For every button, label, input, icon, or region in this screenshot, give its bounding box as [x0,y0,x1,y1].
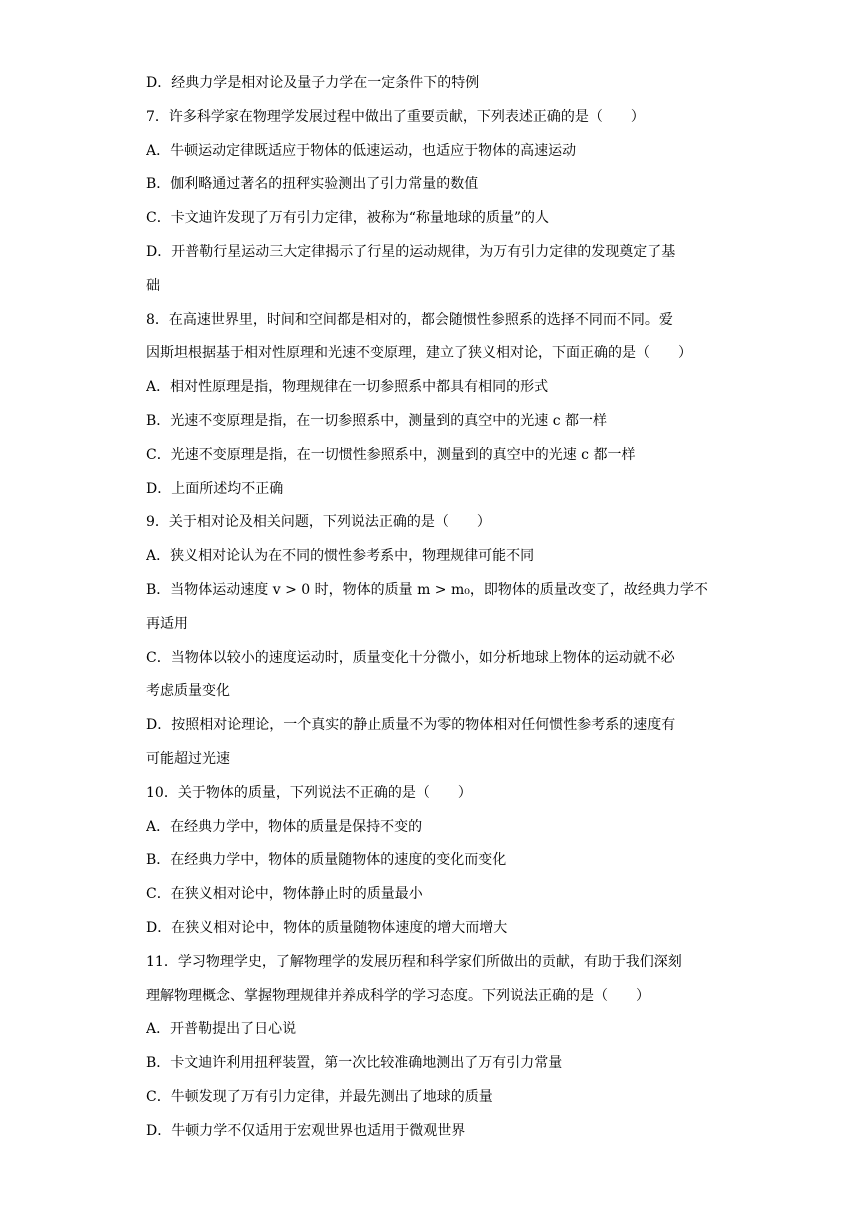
option-line: B．在经典力学中，物体的质量随物体的速度的变化而变化 [146,852,507,869]
option-line: A．开普勒提出了日心说 [146,1021,297,1038]
question-stem: 7．许多科学家在物理学发展过程中做出了重要贡献，下列表述正确的是（ ） [146,108,645,125]
question-stem: 因斯坦根据基于相对性原理和光速不变原理，建立了狭义相对论，下面正确的是（ ） [146,345,692,362]
option-line: B．伽利略通过著名的扭秤实验测出了引力常量的数值 [146,176,479,193]
option-line: A．相对性原理是指，物理规律在一切参照系中都具有相同的形式 [146,379,549,396]
option-line: 础 [146,277,160,294]
option-line: D．开普勒行星运动三大定律揭示了行星的运动规律，为万有引力定律的发现奠定了基 [146,243,676,260]
question-stem: 理解物理概念、掌握物理规律并养成科学的学习态度。下列说法正确的是（ ） [146,987,650,1004]
option-line: C．当物体以较小的速度运动时，质量变化十分微小，如分析地球上物体的运动就不必 [146,649,675,666]
option-line: A．牛顿运动定律既适应于物体的低速运动，也适应于物体的高速运动 [146,142,577,159]
question-stem: 9．关于相对论及相关问题，下列说法正确的是（ ） [146,514,491,531]
question-stem: 11．学习物理学史，了解物理学的发展历程和科学家们所做出的贡献，有助于我们深刻 [146,953,682,970]
option-line: D．按照相对论理论，一个真实的静止质量不为零的物体相对任何惯性参考系的速度有 [146,717,676,734]
question-stem: 10．关于物体的质量，下列说法不正确的是（ ） [146,784,472,801]
option-line: B．光速不变原理是指，在一切参照系中，测量到的真空中的光速 c 都一样 [146,412,608,429]
option-line: C．卡文迪许发现了万有引力定律，被称为“称量地球的质量”的人 [146,210,550,227]
option-line: B．当物体运动速度 v > 0 时，物体的质量 m > m₀，即物体的质量改变了，故经典力学不 [146,581,708,598]
question-list [146,71,726,1153]
option-line: D．经典力学是相对论及量子力学在一定条件下的特例 [146,75,480,91]
option-line: C．光速不变原理是指，在一切惯性参照系中，测量到的真空中的光速 c 都一样 [146,446,636,463]
option-line: C．在狭义相对论中，物体静止时的质量最小 [146,886,423,903]
option-line: D．在狭义相对论中，物体的质量随物体速度的增大而增大 [146,919,508,936]
option-line: A．在经典力学中，物体的质量是保持不变的 [146,818,423,835]
option-line: C．牛顿发现了万有引力定律，并最先测出了地球的质量 [146,1088,493,1105]
option-line: A．狭义相对论认为在不同的惯性参考系中，物理规律可能不同 [146,548,535,565]
option-line: D．牛顿力学不仅适用于宏观世界也适用于微观世界 [146,1122,466,1139]
question-stem: 8．在高速世界里，时间和空间都是相对的，都会随惯性参照系的选择不同而不同。爱 [146,311,673,328]
option-line: 考虑质量变化 [146,683,230,700]
option-line: D．上面所述均不正确 [146,480,284,497]
option-line: 再适用 [146,615,188,632]
option-line: 可能超过光速 [146,750,230,767]
option-line: B．卡文迪许利用扭秤装置，第一次比较准确地测出了万有引力常量 [146,1055,563,1072]
